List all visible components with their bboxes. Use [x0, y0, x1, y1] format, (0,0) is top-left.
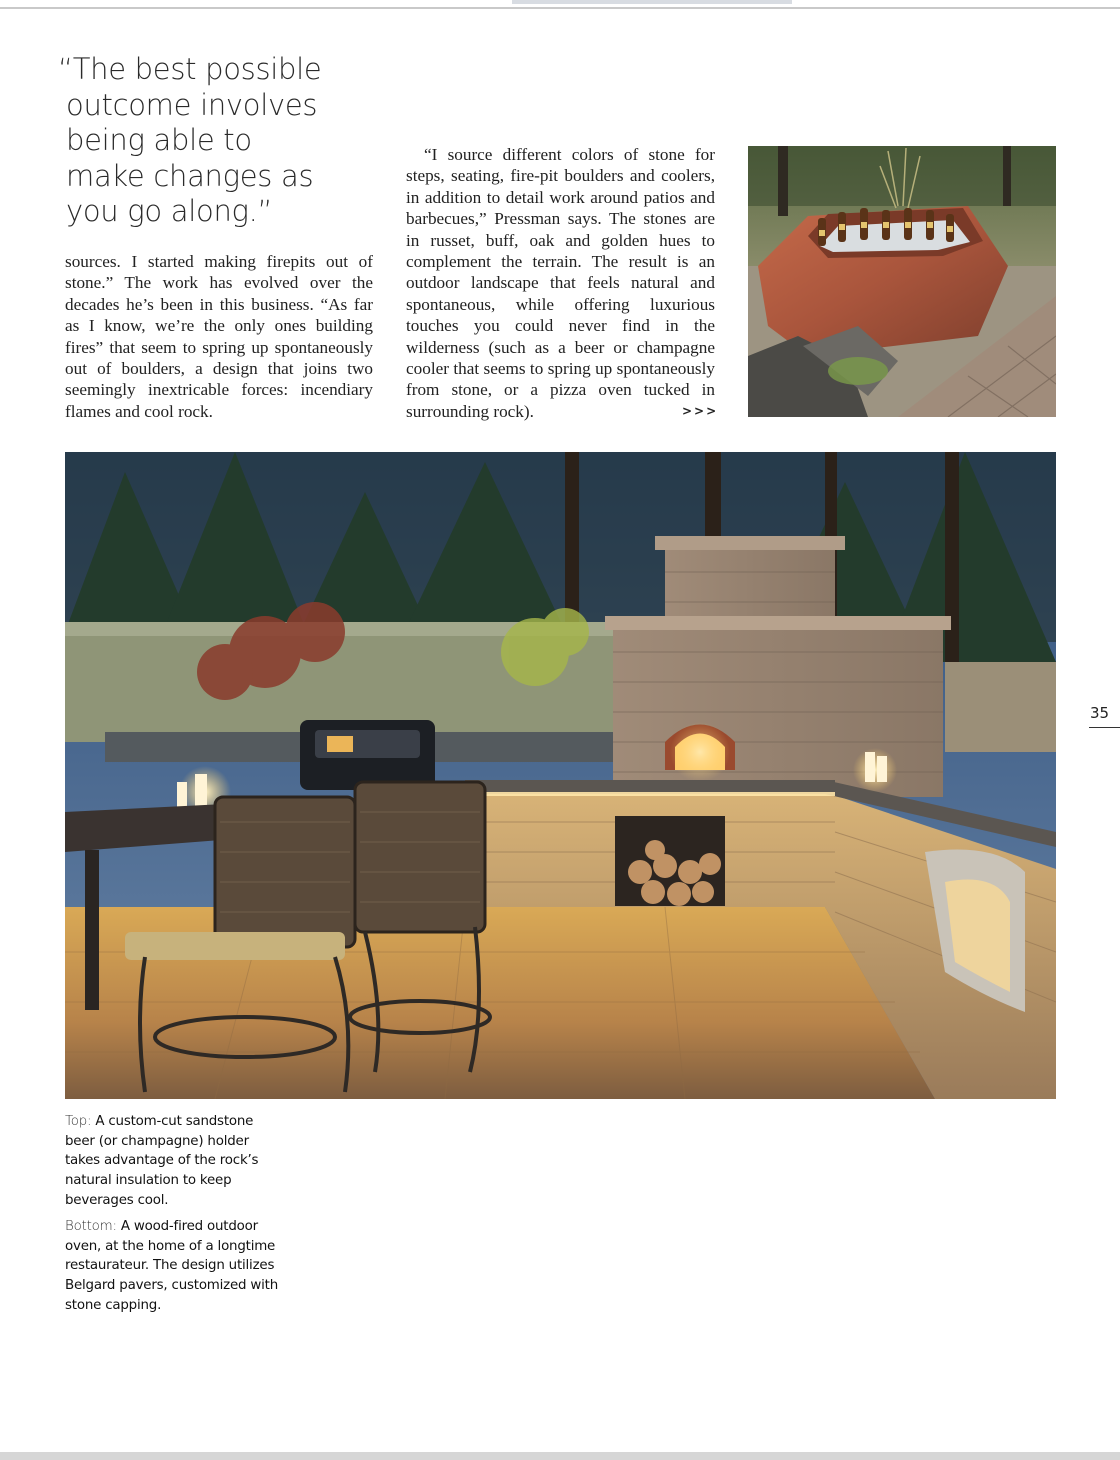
outdoor-kitchen-pizza-oven-photo	[65, 452, 1056, 1099]
pull-quote	[58, 52, 358, 230]
page-number: 35	[1090, 704, 1110, 722]
viewer-top-tab	[512, 0, 792, 4]
page-number-rule	[1089, 727, 1120, 728]
caption-top	[65, 1112, 280, 1211]
beer-holder-illustration	[748, 146, 1056, 417]
caption-bottom	[65, 1217, 280, 1316]
body-column-2	[406, 144, 715, 422]
caption-label: Top:	[65, 1114, 96, 1129]
continue-marker: >>>	[682, 404, 719, 418]
caption-label: Bottom:	[65, 1219, 121, 1234]
body-paragraph: “I source different colors of stone for steps, seating, fire-pit boulders and coolers, in addition to detail work around patios and barbecues,” Pressman says. The stones are in russet, buff, oak and golden hues to complement the terrain. The result is an outdoor landscape that feels natural and spontaneous, while offering luxurious touches you could never find in the wilderness (such as a beer or champagne cooler that seems to spring up spontaneously from stone, or a pizza oven tucked in surrounding rock).	[406, 145, 715, 421]
pull-quote-line: outcome involves	[66, 87, 318, 122]
page-top-rule	[0, 7, 1120, 9]
pull-quote-line: being able to	[66, 123, 252, 157]
pull-quote-line: you go along.”	[66, 194, 273, 228]
caption-text: A custom-cut sandstone beer (or champagne) holder takes advantage of the rock’s natural insulation to keep beverages cool.	[65, 1114, 259, 1208]
pull-quote-line: make changes as	[66, 158, 314, 193]
outdoor-kitchen-illustration	[65, 452, 1056, 1099]
pull-quote-line: “The best possible	[58, 52, 322, 86]
sandstone-beer-holder-photo	[748, 146, 1056, 417]
body-column-1	[65, 251, 373, 422]
caption-text: A wood-fired outdoor oven, at the home of a longtime restaurateur. The design utilizes Belgard pavers, customized with stone capping.	[65, 1219, 279, 1313]
page-bottom-rule	[0, 1452, 1120, 1460]
body-paragraph: sources. I started making firepits out of stone.” The work has evolved over the decades he’s been in this business. “As far as I know, we’re the only ones building fires” that seem to spring up spontaneously out of boulders, a design that joins two seemingly inextricable forces: incendiary flames and cool rock.	[65, 252, 373, 421]
